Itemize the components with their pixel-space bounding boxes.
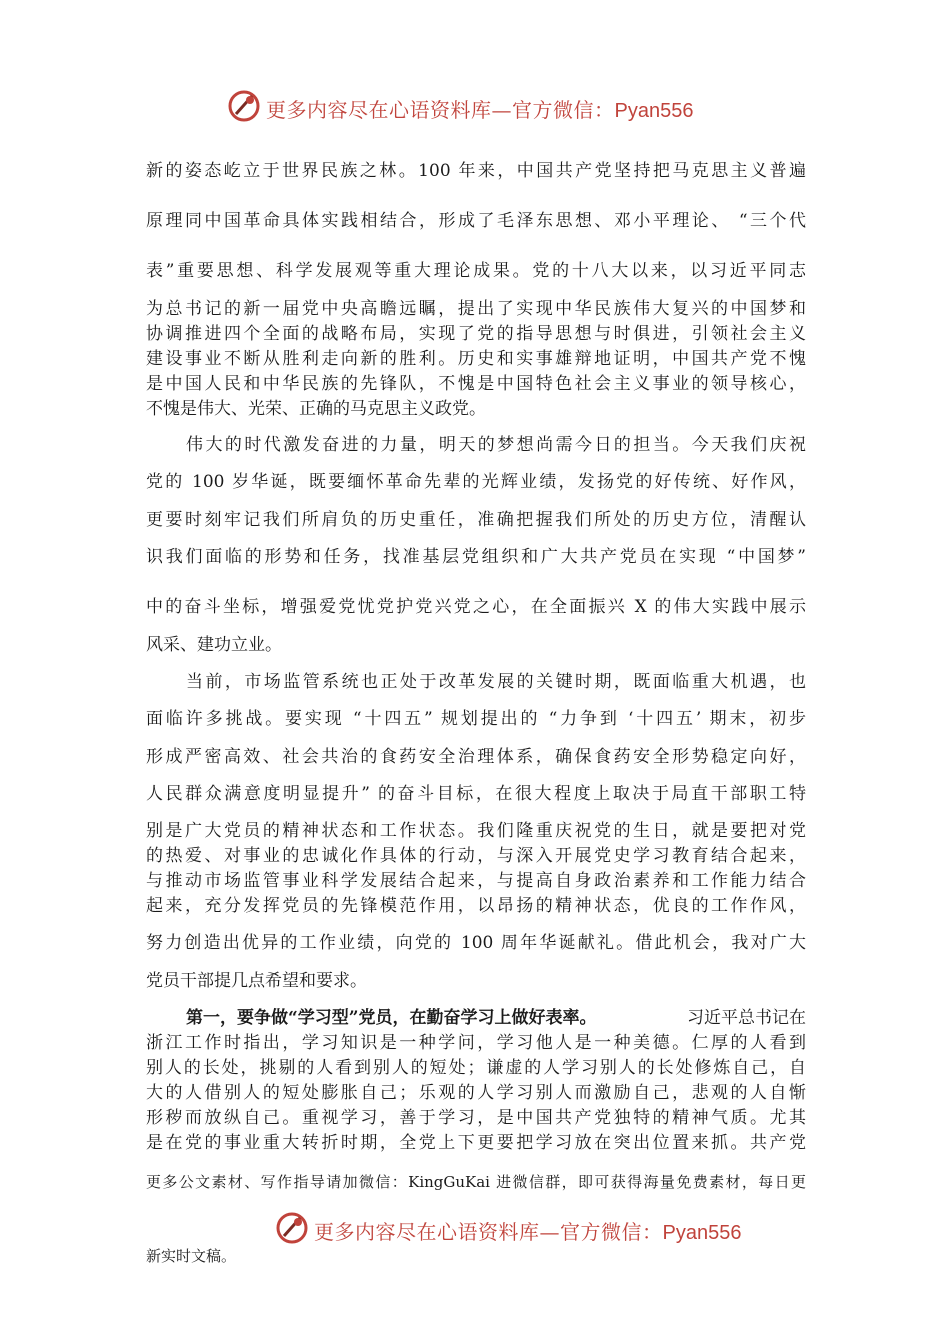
footer-note: 更多公文素材、写作指导请加微信：KingGuKai 进微信群，即可获得海量免费素材，每日更 [146,1173,806,1191]
watermark-logo-icon [274,1210,310,1246]
body-line: 与推动市场监管事业科学发展结合起来，与提高自身政治素养和工作能力结合 [146,871,806,891]
section-heading: 第一，要争做“学习型”党员，在勤奋学习上做好表率。 [186,1008,597,1028]
body-line: 是在党的事业重大转折时期，全党上下更要把学习放在突出位置来抓。共产党 [146,1133,806,1153]
body-line: 协调推进四个全面的战略布局，实现了党的指导思想与时俱进，引领社会主义 [146,324,806,344]
section-heading-line [186,1007,806,1029]
body-line: 人民群众满意度明显提升” 的奋斗目标，在很大程度上取决于局直干部职工特 [146,784,806,804]
body-line: 努力创造出优异的工作业绩，向党的 100 周年华诞献礼。借此机会，我对广大 [146,933,806,953]
body-line: 党的 100 岁华诞，既要缅怀革命先辈的光辉业绩，发扬党的好传统、好作风， [146,472,806,492]
body-line: 形成严密高效、社会共治的食药安全治理体系，确保食药安全形势稳定向好， [146,747,806,767]
body-line: 形秽而放纵自己。重视学习，善于学习，是中国共产党独特的精神气质。尤其 [146,1108,806,1128]
body-line: 面临许多挑战。要实现 “十四五” 规划提出的 “力争到 ‘十四五’ 期末，初步 [146,709,806,729]
body-line: 建设事业不断从胜利走向新的胜利。历史和实事雄辩地证明，中国共产党不愧 [146,349,806,369]
watermark-wechat-id: Pyan556 [662,1222,742,1244]
body-line: 中的奋斗坐标，增强爱党忧党护党兴党之心，在全面振兴 X 的伟大实践中展示 [146,597,806,617]
body-line: 为总书记的新一届党中央高瞻远瞩，提出了实现中华民族伟大复兴的中国梦和 [146,299,806,319]
body-line-tail: 习近平总书记在 [687,1008,806,1028]
body-line: 伟大的时代激发奋进的力量，明天的梦想尚需今日的担当。今天我们庆祝 [186,435,806,455]
watermark-wechat-id: Pyan556 [614,100,694,122]
footer-watermark [0,1208,950,1248]
body-line: 风采、建功立业。 [146,635,282,655]
body-line: 浙江工作时指出，学习知识是一种学问，学习他人是一种美德。仁厚的人看到 [146,1033,806,1053]
body-line: 原理同中国革命具体实践相结合，形成了毛泽东思想、邓小平理论、 “三个代 [146,211,806,231]
footer-note-continued: 新实时文稿。 [146,1247,237,1265]
body-line: 识我们面临的形势和任务，找准基层党组织和广大共产党员在实现 “中国梦” [146,547,806,567]
body-line: 表”重要思想、科学发展观等重大理论成果。党的十八大以来，以习近平同志 [146,261,806,281]
body-line: 当前，市场监管系统也正处于改革发展的关键时期，既面临重大机遇，也 [186,672,806,692]
watermark-text: 更多内容尽在心语资料库—官方微信： [266,98,615,122]
watermark-text: 更多内容尽在心语资料库—官方微信： [314,1220,663,1244]
body-line: 别人的长处，挑剔的人看到别人的短处；谦虚的人学习别人的长处修炼自己，自 [146,1058,806,1078]
header-watermark [0,86,950,126]
body-line: 的热爱、对事业的忠诚化作具体的行动，与深入开展党史学习教育结合起来， [146,846,806,866]
body-line: 不愧是伟大、光荣、正确的马克思主义政党。 [146,399,486,419]
body-line: 别是广大党员的精神状态和工作状态。我们隆重庆祝党的生日，就是要把对党 [146,821,806,841]
body-line: 起来，充分发挥党员的先锋模范作用，以昂扬的精神状态，优良的工作作风， [146,896,806,916]
body-line: 大的人借别人的短处膨胀自己；乐观的人学习别人而激励自己，悲观的人自惭 [146,1083,806,1103]
body-line: 新的姿态屹立于世界民族之林。100 年来，中国共产党坚持把马克思主义普遍 [146,161,806,181]
body-line: 是中国人民和中华民族的先锋队，不愧是中国特色社会主义事业的领导核心， [146,374,806,394]
body-line: 更要时刻牢记我们所肩负的历史重任，准确把握我们所处的历史方位，清醒认 [146,510,806,530]
watermark-logo-icon [226,88,262,124]
body-line: 党员干部提几点希望和要求。 [146,971,367,991]
